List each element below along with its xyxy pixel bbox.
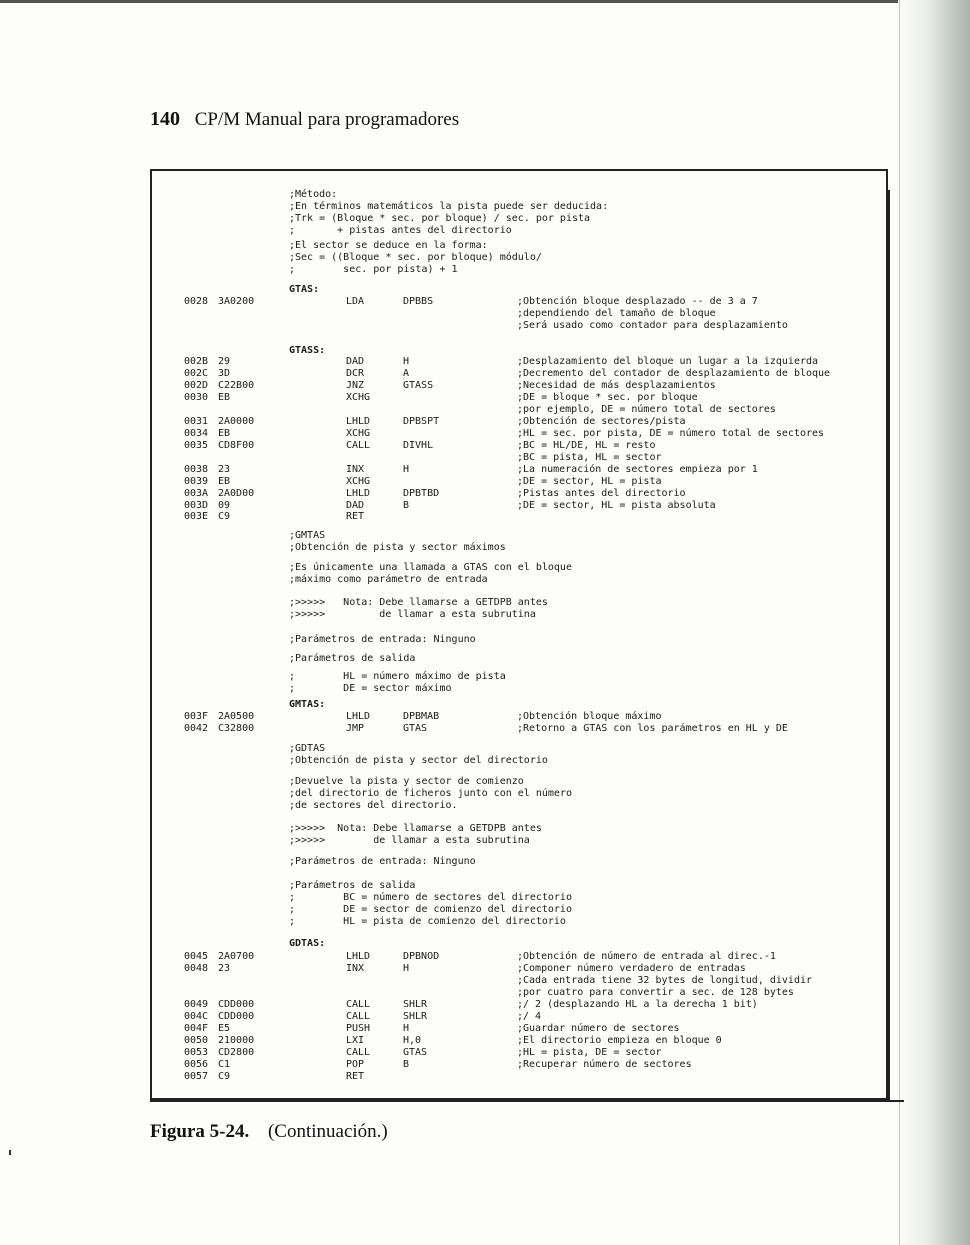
listing-operand: A [403, 368, 410, 379]
listing-hex-code: 2A0D00 [218, 488, 255, 499]
listing-opcode: JNZ [346, 380, 365, 391]
listing-comment-text: ;Devuelve la pista y sector de comienzo [289, 776, 524, 787]
listing-comment-text: ; BC = número de sectores del directorio [289, 892, 572, 903]
listing-operand: GTASS [403, 380, 434, 391]
listing-address: 004F [184, 1023, 209, 1034]
listing-hex-code: EB [218, 476, 231, 487]
listing-comment-text: ;Parámetros de salida [289, 880, 416, 891]
listing-comment: ;HL = pista, DE = sector [517, 1047, 662, 1058]
listing-comment-text: ;Trk = (Bloque * sec. por bloque) / sec. por pista [289, 213, 591, 224]
listing-address: 0042 [184, 723, 209, 734]
listing-hex-code: 29 [218, 356, 231, 367]
listing-comment-text: ;>>>>> de llamar a esta subrutina [289, 835, 530, 846]
page-number: 140 [150, 108, 180, 130]
listing-opcode: LHLD [346, 488, 371, 499]
listing-opcode: LXI [346, 1035, 365, 1046]
listing-comment-text: ;El sector se deduce en la forma: [289, 240, 488, 251]
listing-address: 0050 [184, 1035, 209, 1046]
listing-opcode: LHLD [346, 711, 371, 722]
listing-address: 003D [184, 500, 209, 511]
listing-comment: ;DE = sector, HL = pista absoluta [517, 500, 716, 511]
listing-address: 0028 [184, 296, 209, 307]
listing-comment-text: ; HL = pista de comienzo del directorio [289, 916, 566, 927]
listing-comment: ;Desplazamiento del bloque un lugar a la izquierda [517, 356, 819, 367]
listing-opcode: LDA [346, 296, 365, 307]
listing-comment-text: ;Parámetros de salida [289, 653, 416, 664]
listing-hex-code: CDD000 [218, 999, 255, 1010]
listing-comment-text: ; HL = número máximo de pista [289, 671, 506, 682]
listing-opcode: LHLD [346, 416, 371, 427]
listing-address: 002B [184, 356, 209, 367]
listing-comment-text: ; + pistas antes del directorio [289, 225, 512, 236]
listing-opcode: INX [346, 464, 365, 475]
listing-hex-code: C9 [218, 511, 231, 522]
listing-hex-code: EB [218, 428, 231, 439]
listing-address: 0031 [184, 416, 209, 427]
listing-label: GDTAS: [289, 938, 326, 949]
listing-address: 0038 [184, 464, 209, 475]
listing-opcode: DCR [346, 368, 365, 379]
listing-hex-code: 2A0000 [218, 416, 255, 427]
listing-comment: ;por ejemplo, DE = número total de sectores [517, 404, 776, 415]
listing-operand: H [403, 1023, 410, 1034]
listing-operand: DPBSPT [403, 416, 440, 427]
listing-comment-text: ;Obtención de pista y sector máximos [289, 542, 506, 553]
listing-operand: DPBMAB [403, 711, 440, 722]
listing-opcode: INX [346, 963, 365, 974]
listing-operand: H [403, 356, 410, 367]
listing-operand: SHLR [403, 1011, 428, 1022]
listing-opcode: CALL [346, 1011, 371, 1022]
listing-operand: SHLR [403, 999, 428, 1010]
listing-hex-code: EB [218, 392, 231, 403]
listing-comment-text: ; sec. por pista) + 1 [289, 264, 458, 275]
listing-comment: ;Guardar número de sectores [517, 1023, 680, 1034]
listing-comment-text: ; DE = sector máximo [289, 683, 452, 694]
listing-comment-text: ;máximo como parámetro de entrada [289, 574, 488, 585]
listing-label: GMTAS: [289, 699, 326, 710]
listing-operand: DPBBS [403, 296, 434, 307]
listing-opcode: PUSH [346, 1023, 371, 1034]
figure-caption-text: (Continuación.) [267, 1121, 388, 1142]
listing-address: 0057 [184, 1071, 209, 1082]
listing-address: 0049 [184, 999, 209, 1010]
listing-opcode: RET [346, 1071, 365, 1082]
listing-address: 003E [184, 511, 209, 522]
listing-operand: DPBTBD [403, 488, 440, 499]
listing-opcode: XCHG [346, 428, 371, 439]
listing-comment: ;Retorno a GTAS con los parámetros en HL y DE [517, 723, 788, 734]
figure-number: Figura 5-24. [150, 1121, 250, 1142]
listing-comment-text: ;GMTAS [289, 530, 326, 541]
listing-hex-code: 09 [218, 500, 231, 511]
listing-comment: ;por cuatro para convertir a sec. de 128 bytes [517, 987, 794, 998]
listing-operand: H [403, 464, 410, 475]
listing-label: GTASS: [289, 345, 326, 356]
listing-operand: DIVHL [403, 440, 434, 451]
listing-address: 003F [184, 711, 209, 722]
listing-opcode: POP [346, 1059, 365, 1070]
listing-hex-code: CD8F00 [218, 440, 255, 451]
margin-mark [9, 1150, 11, 1155]
listing-hex-code: C9 [218, 1071, 231, 1082]
listing-comment-text: ;Obtención de pista y sector del directorio [289, 755, 548, 766]
listing-address: 002D [184, 380, 209, 391]
listing-hex-code: E5 [218, 1023, 231, 1034]
listing-address: 0034 [184, 428, 209, 439]
listing-comment: ;Será usado como contador para desplazamiento [517, 320, 788, 331]
listing-opcode: LHLD [346, 951, 371, 962]
listing-comment: ;El directorio empieza en bloque 0 [517, 1035, 722, 1046]
listing-hex-code: 2A0700 [218, 951, 255, 962]
listing-opcode: CALL [346, 440, 371, 451]
listing-comment: ;Decremento del contador de desplazamiento de bloque [517, 368, 831, 379]
listing-operand: H [403, 963, 410, 974]
listing-label: GTAS: [289, 284, 320, 295]
listing-opcode: CALL [346, 1047, 371, 1058]
listing-address: 004C [184, 1011, 209, 1022]
listing-comment: ;BC = HL/DE, HL = resto [517, 440, 656, 451]
listing-comment: ;HL = sec. por pista, DE = número total de sectores [517, 428, 825, 439]
listing-comment: ;Pistas antes del directorio [517, 488, 686, 499]
listing-opcode: DAD [346, 500, 365, 511]
listing-address: 0030 [184, 392, 209, 403]
listing-comment-text: ;de sectores del directorio. [289, 800, 458, 811]
listing-comment-text: ;Método: [289, 189, 338, 200]
listing-operand: GTAS [403, 1047, 428, 1058]
figure-caption [150, 1121, 388, 1143]
listing-hex-code: 23 [218, 963, 231, 974]
page-title: CP/M Manual para programadores [194, 109, 460, 130]
listing-comment: ;DE = sector, HL = pista [517, 476, 662, 487]
listing-comment: ;Obtención bloque desplazado -- de 3 a 7 [517, 296, 758, 307]
listing-opcode: RET [346, 511, 365, 522]
listing-operand: B [403, 1059, 410, 1070]
listing-address: 0045 [184, 951, 209, 962]
listing-comment: ;/ 2 (desplazando HL a la derecha 1 bit) [517, 999, 758, 1010]
listing-address: 003A [184, 488, 209, 499]
listing-address: 0053 [184, 1047, 209, 1058]
listing-comment: ;dependiendo del tamaño de bloque [517, 308, 716, 319]
listing-comment: ;Obtención de sectores/pista [517, 416, 686, 427]
listing-address: 0056 [184, 1059, 209, 1070]
listing-comment-text: ;GDTAS [289, 743, 326, 754]
listing-comment-text: ;Parámetros de entrada: Ninguno [289, 634, 476, 645]
listing-opcode: JMP [346, 723, 365, 734]
listing-address: 0039 [184, 476, 209, 487]
listing-comment: ;BC = pista, HL = sector [517, 452, 662, 463]
listing-hex-code: 3D [218, 368, 231, 379]
listing-hex-code: C32800 [218, 723, 255, 734]
listing-comment-text: ;del directorio de ficheros junto con el número [289, 788, 572, 799]
listing-address: 0035 [184, 440, 209, 451]
listing-address: 0048 [184, 963, 209, 974]
listing-opcode: CALL [346, 999, 371, 1010]
listing-comment: ;Obtención de número de entrada al direc.-1 [517, 951, 776, 962]
listing-comment: ;La numeración de sectores empieza por 1 [517, 464, 758, 475]
listing-comment: ;Cada entrada tiene 32 bytes de longitud, dividir [517, 975, 813, 986]
listing-comment: ;Necesidad de más desplazamientos [517, 380, 716, 391]
listing-hex-code: 23 [218, 464, 231, 475]
listing-comment-text: ;Es únicamente una llamada a GTAS con el bloque [289, 562, 572, 573]
listing-hex-code: 2A0500 [218, 711, 255, 722]
listing-comment: ;Recuperar número de sectores [517, 1059, 692, 1070]
listing-comment-text: ;Sec = ((Bloque * sec. por bloque) módulo/ [289, 252, 542, 263]
listing-address: 002C [184, 368, 209, 379]
listing-hex-code: CD2800 [218, 1047, 255, 1058]
listing-opcode: DAD [346, 356, 365, 367]
listing-comment-text: ;>>>>> Nota: Debe llamarse a GETDPB antes [289, 597, 548, 608]
listing-comment-text: ;En términos matemáticos la pista puede ser deducida: [289, 201, 609, 212]
listing-comment-text: ; DE = sector de comienzo del directorio [289, 904, 572, 915]
listing-opcode: XCHG [346, 392, 371, 403]
listing-operand: DPBNOD [403, 951, 440, 962]
listing-comment: ;/ 4 [517, 1011, 542, 1022]
listing-comment-text: ;Parámetros de entrada: Ninguno [289, 856, 476, 867]
listing-hex-code: 3A0200 [218, 296, 255, 307]
listing-comment-text: ;>>>>> de llamar a esta subrutina [289, 609, 536, 620]
listing-opcode: XCHG [346, 476, 371, 487]
listing-comment: ;DE = bloque * sec. por bloque [517, 392, 698, 403]
listing-operand: GTAS [403, 723, 428, 734]
listing-comment: ;Obtención bloque máximo [517, 711, 662, 722]
listing-comment: ;Componer número verdadero de entradas [517, 963, 746, 974]
listing-operand: B [403, 500, 410, 511]
listing-hex-code: CDD000 [218, 1011, 255, 1022]
listing-hex-code: 210000 [218, 1035, 255, 1046]
listing-operand: H,0 [403, 1035, 422, 1046]
listing-hex-code: C1 [218, 1059, 231, 1070]
listing-hex-code: C22B00 [218, 380, 255, 391]
listing-comment-text: ;>>>>> Nota: Debe llamarse a GETDPB antes [289, 823, 542, 834]
